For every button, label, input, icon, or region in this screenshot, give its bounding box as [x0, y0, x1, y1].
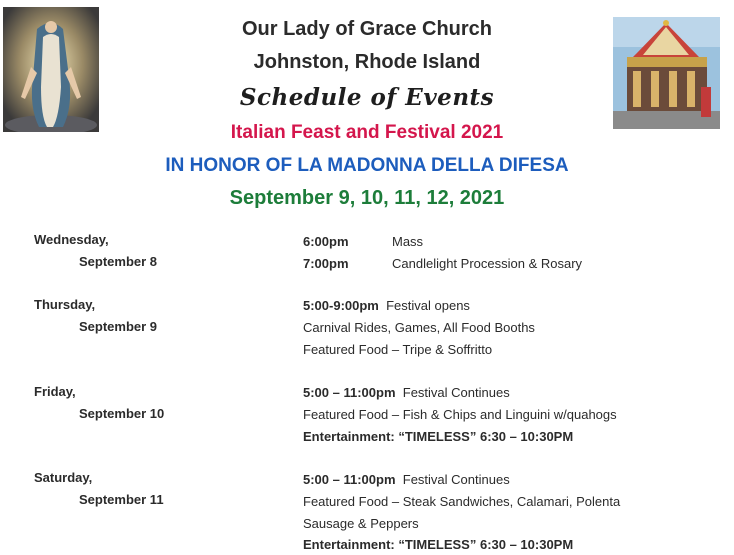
event-line [303, 234, 349, 249]
day-name: Thursday, [34, 297, 96, 312]
honor-line: IN HONOR OF LA MADONNA DELLA DIFESA [165, 155, 569, 176]
church-name: Our Lady of Grace Church [241, 18, 493, 40]
event-time: 5:00-9:00pm [303, 298, 379, 313]
festival-title: Italian Feast and Festival 2021 [230, 122, 504, 143]
entertainment-text: Entertainment: “TIMELESS” 6:30 – 10:30PM [303, 537, 574, 552]
day-name: Saturday, [34, 470, 93, 485]
event-time: 5:00 – 11:00pm [303, 385, 396, 400]
event-line [303, 298, 470, 313]
entertainment-text: Entertainment: “TIMELESS” 6:30 – 10:30PM [303, 429, 574, 444]
event-description: Festival Continues [402, 385, 510, 400]
day-name: Friday, [34, 384, 76, 399]
entertainment-line [303, 537, 573, 552]
church-location: Johnston, Rhode Island [253, 51, 481, 73]
event-line: Sausage & Peppers [303, 516, 419, 531]
event-time: 6:00pm [303, 234, 349, 249]
day-name: Wednesday, [34, 232, 109, 247]
event-line: Featured Food – Tripe & Soffritto [303, 342, 493, 357]
day-date: September 8 [79, 254, 158, 269]
event-time: 5:00 – 11:00pm [303, 472, 396, 487]
festival-dates: September 9, 10, 11, 12, 2021 [229, 187, 505, 209]
entertainment-line [303, 429, 573, 444]
event-line [303, 472, 510, 487]
event-line [303, 385, 510, 400]
event-description: Festival opens [386, 298, 470, 313]
event-line [303, 256, 349, 271]
day-date: September 11 [79, 492, 164, 507]
day-date: September 10 [79, 406, 165, 421]
event-description: Candlelight Procession & Rosary [392, 256, 583, 271]
day-date: September 9 [79, 319, 158, 334]
schedule-heading: Schedule of Events [239, 84, 495, 111]
event-time: 7:00pm [303, 256, 349, 271]
event-line: Featured Food – Fish & Chips and Linguini w/quahogs [303, 407, 617, 422]
event-line: Featured Food – Steak Sandwiches, Calamari, Polenta [303, 494, 621, 509]
event-description: Mass [392, 234, 424, 249]
event-line: Carnival Rides, Games, All Food Booths [303, 320, 535, 335]
event-description: Festival Continues [402, 472, 510, 487]
